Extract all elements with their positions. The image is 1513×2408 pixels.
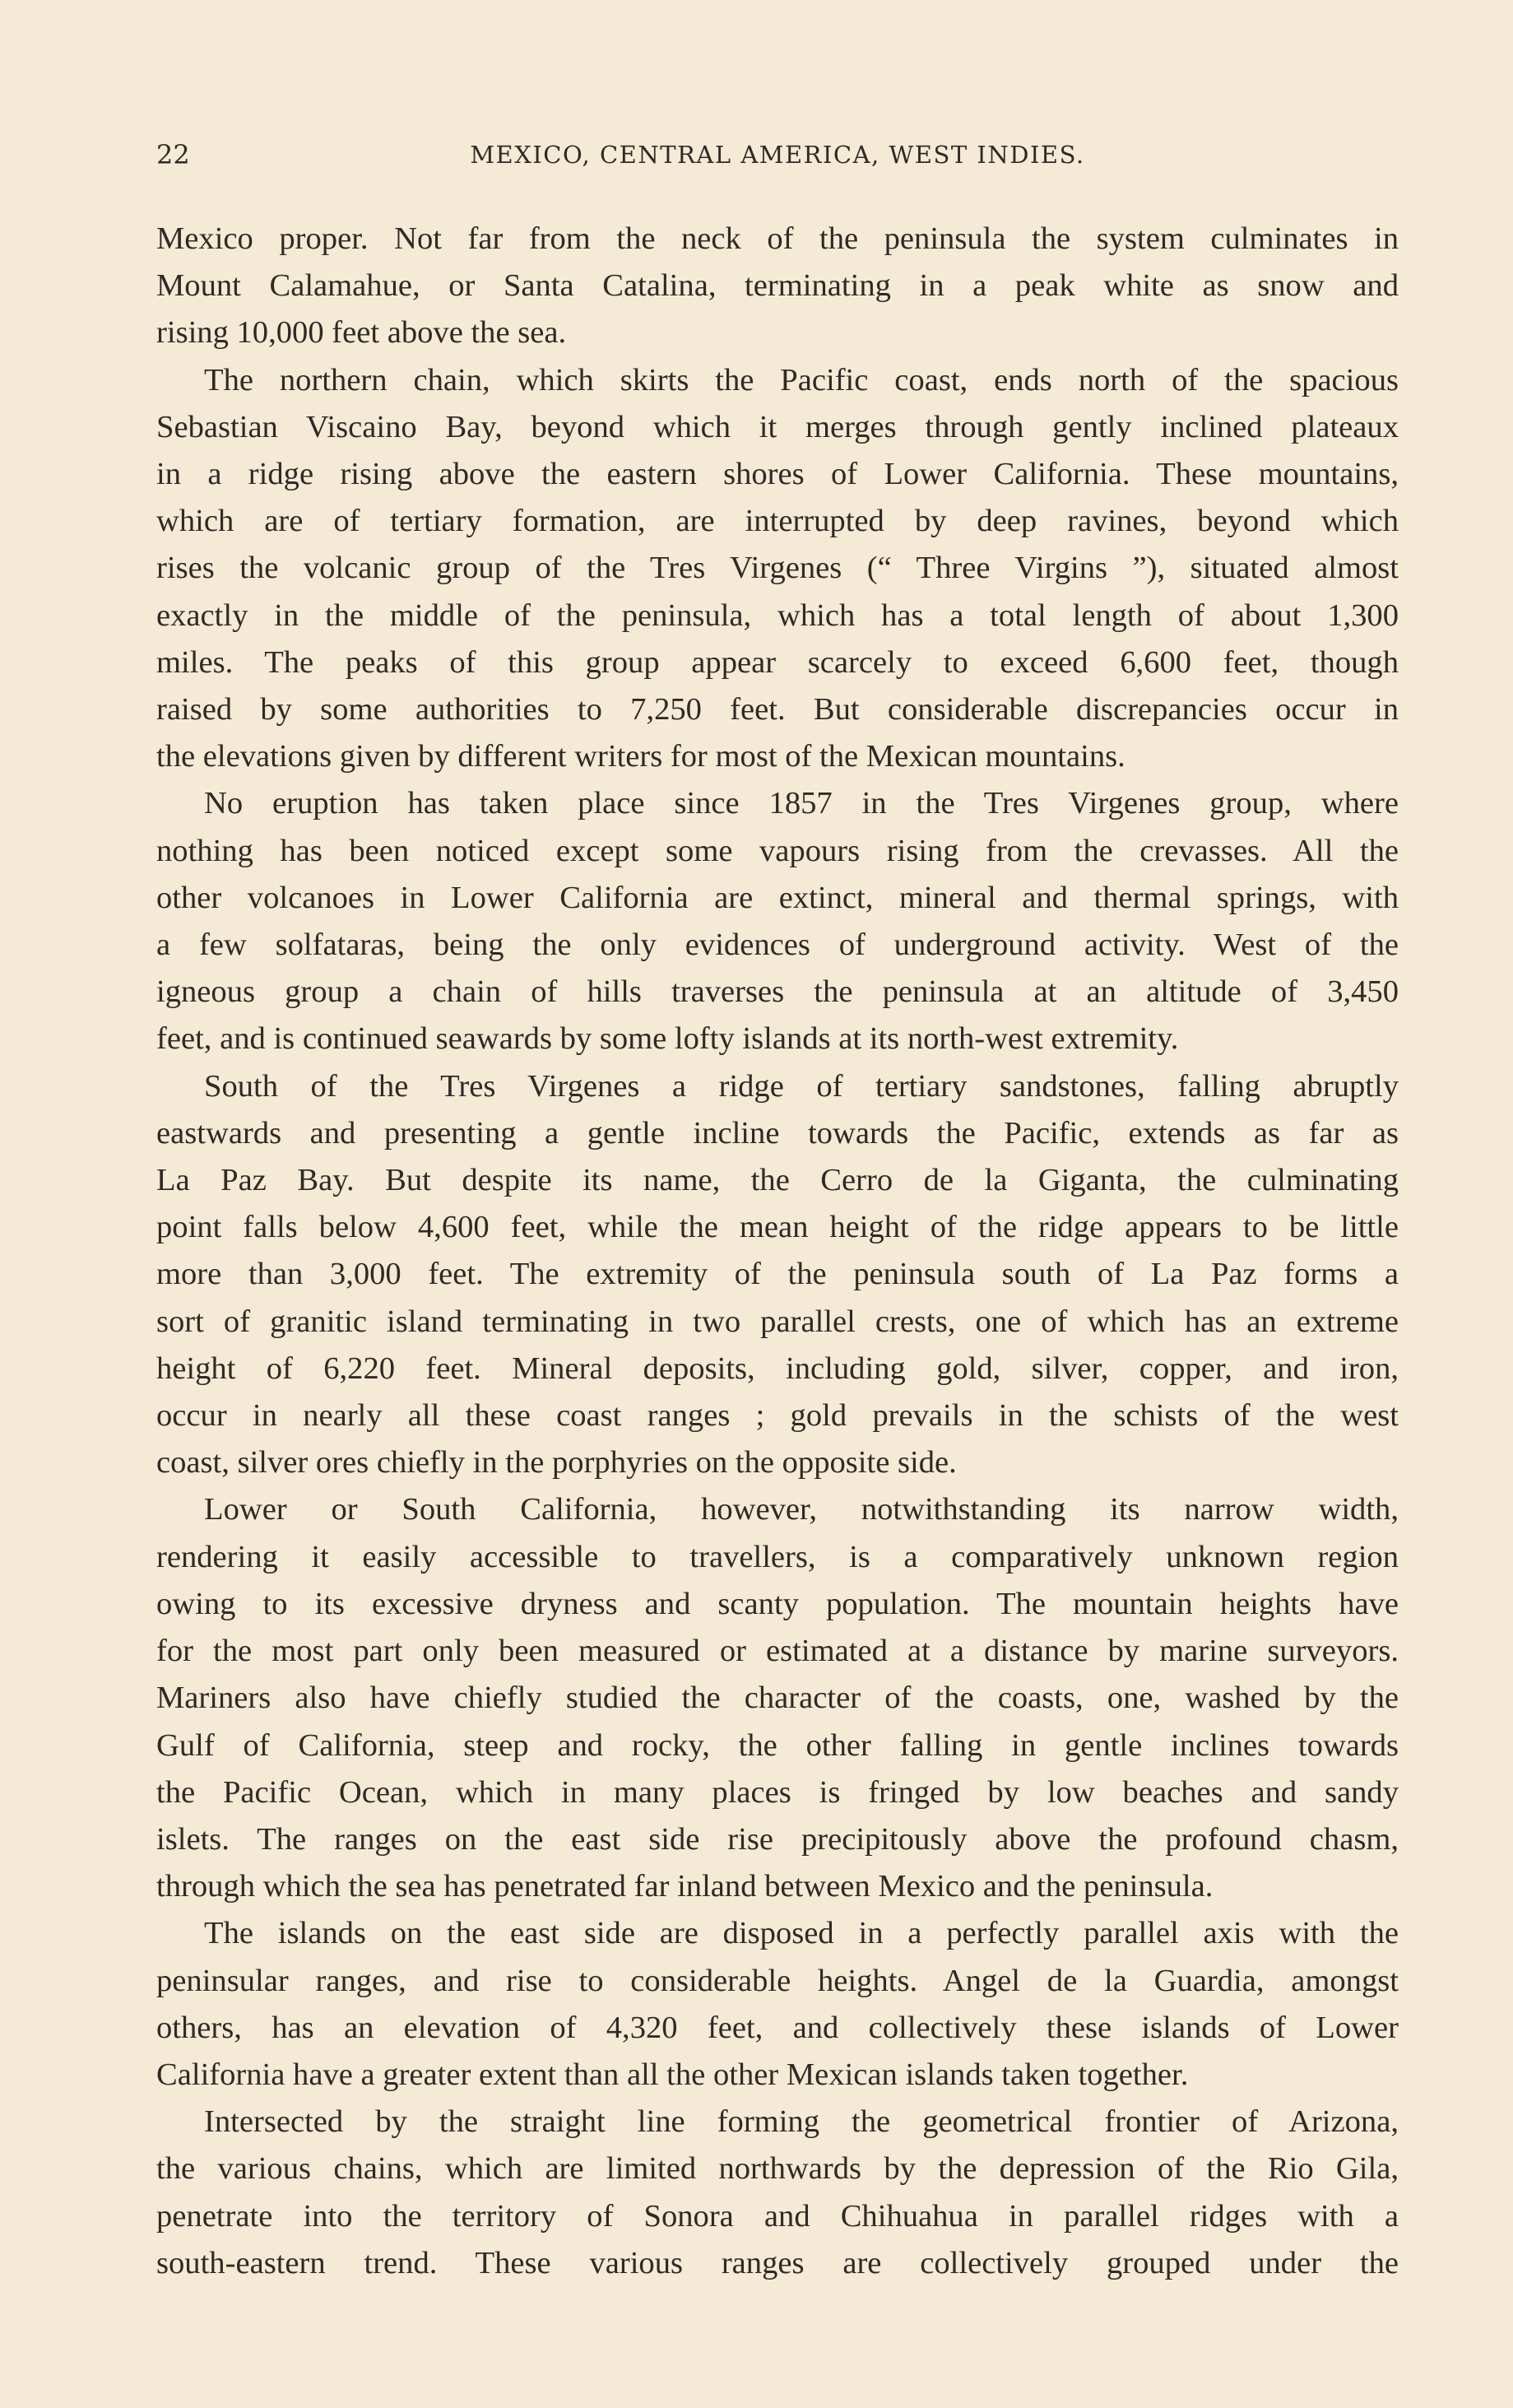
text-line: feet, and is continued seawards by some lofty islands at its north-west extremity.: [156, 1021, 1179, 1057]
text-line: penetrate into the territory of Sonora and Chihuahua in parallel ridges with a: [156, 2198, 1399, 2234]
text-line: igneous group a chain of hills traverses the peninsula at an altitude of 3,450: [156, 974, 1399, 1010]
text-line: other volcanoes in Lower California are extinct, mineral and thermal springs, with: [156, 880, 1399, 915]
text-line: La Paz Bay. But despite its name, the Cerro de la Giganta, the culminating: [156, 1163, 1399, 1198]
text-line: south-eastern trend. These various ranges are collectively grouped under the: [156, 2245, 1399, 2280]
text-line: rising 10,000 feet above the sea.: [156, 315, 567, 351]
text-line: point falls below 4,600 feet, while the mean height of the ridge appears to be little: [156, 1210, 1399, 1245]
text-line: eastwards and presenting a gentle incline towards the Pacific, extends as far as: [156, 1115, 1399, 1151]
paragraph-1: [156, 216, 1399, 357]
body-text: [156, 216, 1399, 2287]
text-line: raised by some authorities to 7,250 feet. But considerable discrepancies occur in: [156, 692, 1399, 728]
text-line: Mexico proper. Not far from the neck of the peninsula the system culminates in: [156, 221, 1399, 256]
text-line: miles. The peaks of this group appear scarcely to exceed 6,600 feet, though: [156, 644, 1399, 680]
text-line: rendering it easily accessible to travellers, is a comparatively unknown region: [156, 1539, 1399, 1574]
page-number: 22: [156, 139, 190, 170]
text-line: more than 3,000 feet. The extremity of the peninsula south of La Paz forms a: [156, 1257, 1399, 1292]
text-line: peninsular ranges, and rise to considerable heights. Angel de la Guardia, amongst: [156, 1963, 1399, 1998]
text-line: Mount Calamahue, or Santa Catalina, terminating in a peak white as snow and: [156, 268, 1399, 304]
text-line: the elevations given by different writers for most of the Mexican mountains.: [156, 739, 1125, 774]
paragraph-2: [156, 357, 1399, 781]
text-line: owing to its excessive dryness and scanty population. The mountain heights have: [156, 1586, 1399, 1621]
text-line: The northern chain, which skirts the Pacific coast, ends north of the spacious: [204, 362, 1399, 397]
text-line: rises the volcanic group of the Tres Virgenes (“ Three Virgins ”), situated almost: [156, 551, 1399, 586]
text-line: Sebastian Viscaino Bay, beyond which it merges through gently inclined plateaux: [156, 409, 1399, 444]
text-line: No eruption has taken place since 1857 in the Tres Virgenes group, where: [204, 786, 1399, 821]
paragraph-5: [156, 1486, 1399, 1910]
text-line: islets. The ranges on the east side rise precipitously above the profound chasm,: [156, 1821, 1399, 1857]
text-line: which are of tertiary formation, are interrupted by deep ravines, beyond which: [156, 504, 1399, 539]
text-line: the Pacific Ocean, which in many places is fringed by low beaches and sandy: [156, 1774, 1399, 1810]
text-line: Mariners also have chiefly studied the character of the coasts, one, washed by the: [156, 1680, 1399, 1716]
text-line: height of 6,220 feet. Mineral deposits, including gold, silver, copper, and iron,: [156, 1350, 1399, 1386]
paragraph-3: [156, 780, 1399, 1062]
text-line: Gulf of California, steep and rocky, the other falling in gentle inclines towards: [156, 1727, 1399, 1763]
text-line: occur in nearly all these coast ranges ; gold prevails in the schists of the west: [156, 1398, 1399, 1434]
page-header: [156, 138, 1399, 171]
text-line: Intersected by the straight line forming the geometrical frontier of Arizona,: [204, 2104, 1399, 2140]
text-line: sort of granitic island terminating in two parallel crests, one of which has an extreme: [156, 1304, 1399, 1339]
text-line: California have a greater extent than all the other Mexican islands taken together.: [156, 2057, 1189, 2092]
text-line: exactly in the middle of the peninsula, which has a total length of about 1,300: [156, 597, 1399, 633]
paragraph-6: [156, 1910, 1399, 2099]
text-line: for the most part only been measured or estimated at a distance by marine surveyors.: [156, 1634, 1399, 1669]
text-line: coast, silver ores chiefly in the porphyries on the opposite side.: [156, 1445, 957, 1481]
paragraph-7: [156, 2099, 1399, 2287]
text-line: in a ridge rising above the eastern shores of Lower California. These mountains,: [156, 457, 1399, 492]
text-line: nothing has been noticed except some vapours rising from the crevasses. All the: [156, 833, 1399, 868]
text-line: South of the Tres Virgenes a ridge of tertiary sandstones, falling abruptly: [204, 1068, 1399, 1104]
text-line: the various chains, which are limited northwards by the depression of the Rio Gila,: [156, 2151, 1399, 2187]
text-line: The islands on the east side are disposed in a perfectly parallel axis with the: [204, 1916, 1399, 1951]
running-title: MEXICO, CENTRAL AMERICA, WEST INDIES.: [470, 141, 1085, 169]
text-line: through which the sea has penetrated far inland between Mexico and the peninsula.: [156, 1869, 1214, 1904]
text-line: others, has an elevation of 4,320 feet, and collectively these islands of Lower: [156, 2010, 1399, 2045]
paragraph-4: [156, 1063, 1399, 1487]
text-line: Lower or South California, however, notwithstanding its narrow width,: [204, 1492, 1399, 1527]
text-line: a few solfataras, being the only evidences of underground activity. West of the: [156, 927, 1399, 963]
